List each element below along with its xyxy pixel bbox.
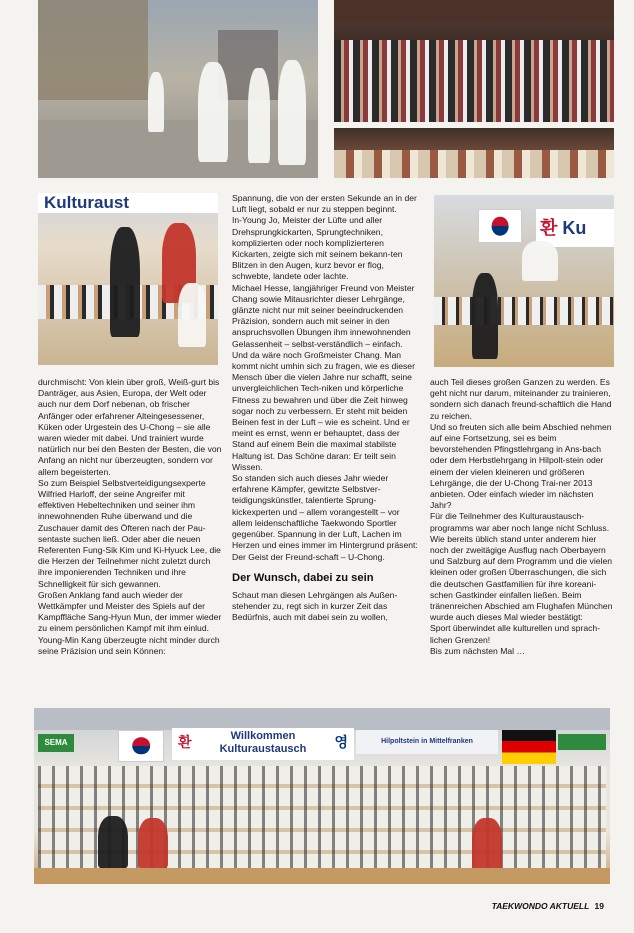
paragraph: Für die Teilnehmer des Kulturaustausch-programms war aber noch lange nicht Schluss. Wie bereits üblich stand unter anderem hier noch der zweitägige Ausflug nach Oberbayern und Salzburg auf dem Programm und die vielen kleinen oder großen Überraschungen, die sich die deutschen Gastfamilien für ihre koreani-schen Gastkinder einfallen ließen. Beim tränenreichen Abschied am Flughafen München wurde auch dieses Mal wieder bestätigt: [430, 511, 613, 623]
gym-floor [34, 868, 610, 884]
photo-plaza-demonstration [38, 0, 318, 178]
kicker-figure [472, 273, 498, 359]
paragraph: Sport überwindet alle kulturellen und sprach-lichen Grenzen! [430, 623, 601, 645]
banner-korean: 환 [540, 218, 558, 238]
gym-wall [34, 708, 610, 730]
martial-artist-figure [278, 60, 306, 165]
banner-line-2: Kulturaustausch [219, 743, 307, 755]
front-figure [98, 816, 128, 868]
page-footer [492, 901, 604, 911]
paragraph: Und da wäre noch Großmeister Chang. Man kommt nicht umhin sich zu fragen, wie es dieser Mensch über die vielen Jahre nur schafft, seine unvergleichlichen Tech-niken und körperliche Fitness zu bewahren und über die Zeit hinweg sogar noch zu verbessern. Er steht mit beiden Beinen fest in der Luft – wie es scheint. Und er meint es ernst, wenn er behauptet, dass der Stand auf einem Bein die maximal stabilste Haltung ist. Das Schöne daran: Er teilt sein Wissen. [232, 349, 415, 472]
plaza-ground [38, 120, 318, 178]
photo-buffet [334, 128, 614, 178]
martial-artist-figure [248, 68, 270, 163]
martial-artist-figure [198, 62, 228, 162]
willkommen-banner [172, 728, 354, 760]
instructor-figure [110, 227, 140, 337]
paragraph: Michael Hesse, langjähriger Freund von Meister Chang sowie Mitausrichter dieser Lehrgänge, glänzte nicht nur mit seiner beeindruckenden Präzision, sondern auch mit seiner in den anspruchsvollen Übungen ihm innewohnenden Gelassenheit – selbst-verständlich – einfach. [232, 282, 415, 349]
paragraph: Young-Min Kang überzeugte nicht minder durch seine Präzision und sein Können: [38, 634, 220, 656]
paragraph: So zum Beispiel Selbstverteidigungsexperte Wilfried Harloff, der seine Angreifer mit effektiven Hebeltechniken und seiner ihm innewohnenden Ruhe überwand und die Zuschauer damit des Öfteren nach der Pau-sentaste suchen ließ. Oder aber die neuen Referenten Fung-Sik Kim und Ki-Hyuck Lee, die die Herzen der Teilnehmer nicht zuletzt durch ihre imponierenden Techniken und ihre Schnelligkeit für sich gewannen. [38, 477, 221, 589]
photo-group-portrait [34, 708, 610, 884]
column-2 [232, 193, 419, 623]
banner-korean-2: 영 [334, 734, 348, 750]
magazine-name: TAEKWONDO AKTUELL [491, 901, 590, 911]
banner-text: Ku [562, 218, 587, 238]
crowd-group [334, 40, 614, 122]
sign-sema [38, 734, 74, 752]
photo-kulturaustausch-demo [38, 193, 218, 365]
paragraph: Schaut man diesen Lehrgängen als Außen-stehender zu, regt sich in kurzer Zeit das Bedürfnis, auch mit dabei sein zu wollen, [232, 589, 398, 623]
paragraph: Und so freuten sich alle beim Abschied nehmen auf eine Fortsetzung, sei es beim bevorstehenden Pfingstlehrgang in Ans-bach oder dem Herbstlehrgang in Hilpolt-stein oder einem der vielen kleineren und größeren Lehrgänge, die der U-Chong Trai-ner 2013 anbieten. Oder einfach wieder im nächsten Jahr? [430, 421, 612, 511]
paragraph: durchmischt: Von klein über groß, Weiß-gurt bis Danträger, aus Asien, Europa, der Welt oder auch nur dem Dorf nebenan, ob frischer Anfänger oder erfahrener Alteingesessener, Küken oder Urgestein des U-Chong – sie alle waren wieder mit dabei. Und trainiert wurde natürlich nur bei den Besten der Besten, die von Anfang an nicht nur überzeugten, sondern vor allem begeisterten. [38, 377, 222, 477]
paragraph: In-Young Jo, Meister der Lüfte und aller Drehsprungkickarten, Sprungtechniken, komplizierten oder noch komplizierteren Kickarten, zeigte sich mit seinem bekann-ten Blitzen in den Augen, kurz bevor er flog, schwebte, landete oder lachte. [232, 215, 403, 282]
paragraph: So standen sich auch dieses Jahr wieder erfahrene Kämpfer, gewitzte Selbstver-teidigungskünstler, talentierte Sprung-kickexperten und – allem vorangestellt – vor allem leidenschaftliche Taekwondo Sportler gegenüber. Spannung in der Luft, Lachen im Herzen und eines immer im Hintergrund präsent: Der Geist der Freund-schaft – U-Chong. [232, 473, 418, 562]
subheading: Der Wunsch, dabei zu sein [232, 571, 374, 584]
kulturaustausch-banner [38, 193, 218, 213]
paragraph: auch Teil dieses großen Ganzen zu werden. Es geht nicht nur darum, miteinander zu trainieren, sondern sich danach freund-schaftlich die Hand zu reichen. [430, 377, 612, 421]
lehrgang-banner [356, 730, 498, 754]
paragraph: Bis zum nächsten Mal … [430, 645, 526, 656]
sign-text: SEMA [44, 738, 68, 747]
student-figure [178, 283, 206, 347]
building-left [38, 0, 148, 100]
jumping-figure [522, 241, 558, 281]
paragraph: Spannung, die von der ersten Sekunde an in der Luft liegt, sobald er nur zu steppen beginnt. [232, 193, 417, 215]
paragraph: Großen Anklang fand auch wieder der Wettkämpfer und Meister des Spiels auf der Kampffläche Sang-Hyun Mun, der immer wieder zu einem persönlichen Kampf mit ihm einlud. [38, 589, 222, 634]
hall-ceiling [334, 0, 614, 22]
column-3 [430, 377, 614, 657]
page-number: 19 [594, 901, 604, 911]
food-table [334, 150, 614, 178]
banner-text: Kulturaust [44, 193, 129, 212]
german-flag [502, 730, 556, 764]
photo-gym-jump-kick [434, 195, 614, 367]
korean-flag [118, 730, 164, 762]
banner-korean-1: 환 [178, 734, 192, 750]
photo-hall-crowd [334, 0, 614, 122]
martial-artist-figure [148, 72, 164, 132]
korean-flag [478, 209, 522, 243]
front-figure [138, 818, 168, 868]
sign-green [558, 734, 606, 750]
front-figure [472, 818, 502, 870]
banner-text: Hilpoltstein in Mittelfranken [381, 738, 473, 745]
seated-students [434, 297, 614, 325]
banner-line-1: Willkommen [230, 730, 296, 742]
column-1 [38, 377, 223, 657]
